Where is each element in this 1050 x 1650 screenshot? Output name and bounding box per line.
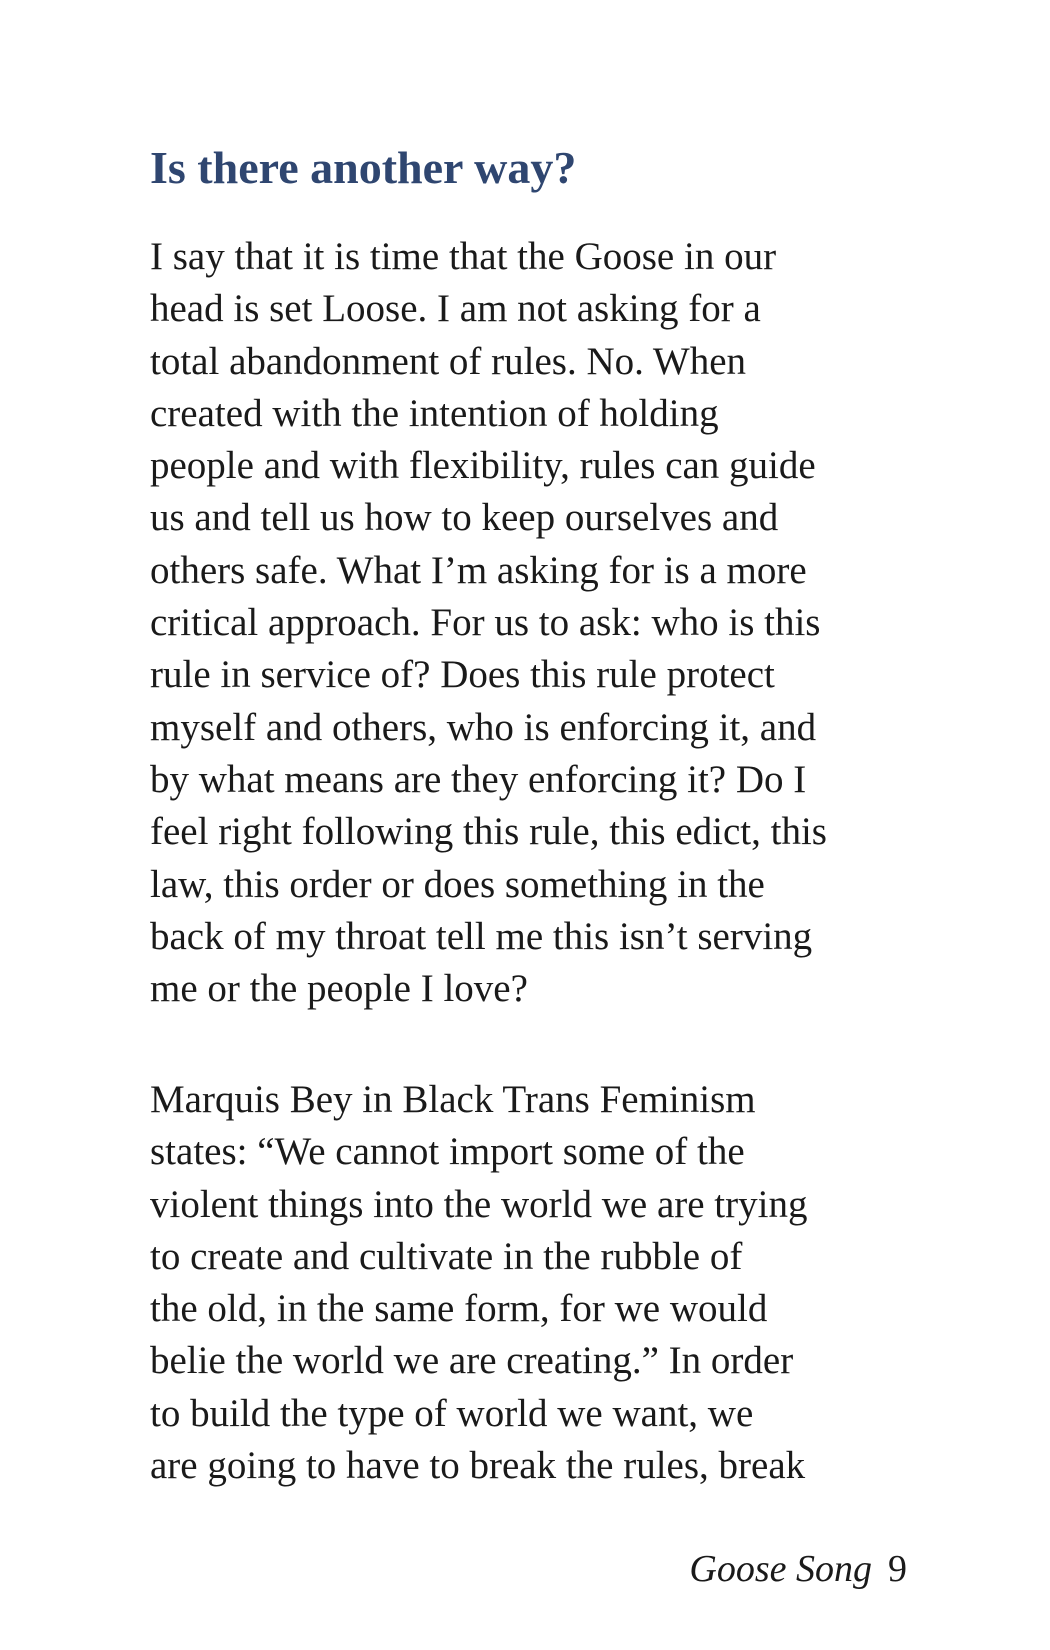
text-line: Marquis Bey in Black Trans Feminism — [150, 1078, 756, 1121]
text-line: violent things into the world we are trying — [150, 1182, 808, 1226]
section-heading: Is there another way? — [150, 142, 577, 193]
text-line: states: “We cannot import some of the — [150, 1130, 745, 1174]
text-line: critical approach. For us to ask: who is this — [150, 601, 821, 645]
text-line: are going to have to break the rules, break — [150, 1444, 806, 1488]
text-line: back of my throat tell me this isn’t serving — [150, 914, 813, 958]
text-line: people and with flexibility, rules can guide — [150, 444, 816, 488]
text-line: to build the type of world we want, we — [150, 1391, 754, 1435]
text-line: created with the intention of holding — [150, 391, 719, 435]
text-line: me or the people I love? — [150, 967, 528, 1011]
paragraph-2 — [150, 1074, 910, 1492]
text-line: I say that it is time that the Goose in our — [150, 235, 777, 278]
paragraph-1 — [150, 231, 910, 1015]
text-line: by what means are they enforcing it? Do I — [150, 757, 807, 801]
text-line: us and tell us how to keep ourselves and — [150, 496, 779, 540]
page-number: 9 — [888, 1548, 907, 1590]
text-line: law, this order or does something in the — [150, 862, 765, 906]
text-line: myself and others, who is enforcing it, and — [150, 705, 817, 749]
page-footer — [689, 1545, 907, 1593]
text-line: total abandonment of rules. No. When — [150, 339, 747, 383]
text-line: head is set Loose. I am not asking for a — [150, 287, 761, 331]
text-line: rule in service of? Does this rule protect — [150, 653, 775, 697]
text-line: others safe. What I’m asking for is a more — [150, 548, 807, 592]
text-line: to create and cultivate in the rubble of — [150, 1234, 743, 1278]
running-book-title: Goose Song — [689, 1548, 872, 1590]
text-line: the old, in the same form, for we would — [150, 1287, 768, 1331]
text-line: belie the world we are creating.” In order — [150, 1339, 794, 1383]
text-line: feel right following this rule, this edict, this — [150, 810, 827, 854]
